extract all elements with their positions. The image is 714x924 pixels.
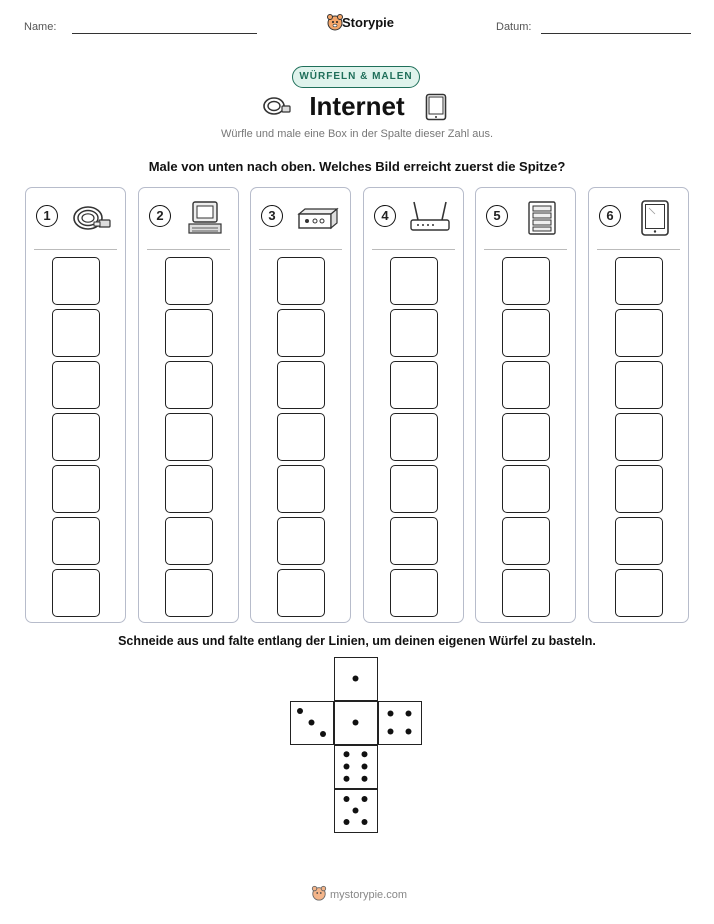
die-pip [344, 764, 350, 770]
color-box[interactable] [502, 465, 550, 513]
column-number: 6 [599, 205, 621, 227]
column-number: 3 [261, 205, 283, 227]
date-line[interactable] [541, 33, 691, 34]
column-4 [363, 187, 464, 623]
color-box[interactable] [615, 465, 663, 513]
column-number: 2 [149, 205, 171, 227]
die-pip [362, 751, 368, 757]
color-box[interactable] [165, 465, 213, 513]
color-box[interactable] [52, 569, 100, 617]
die-pip [362, 764, 368, 770]
date-label: Datum: [496, 21, 532, 33]
router-icon [408, 200, 452, 236]
color-box[interactable] [52, 413, 100, 461]
die-pip [362, 819, 368, 825]
color-box[interactable] [390, 257, 438, 305]
column-divider [34, 249, 117, 250]
column-divider [259, 249, 342, 250]
die-face-1 [334, 701, 378, 745]
die-pip [353, 676, 359, 682]
color-box[interactable] [390, 413, 438, 461]
die-pip [344, 776, 350, 782]
die-pip [388, 729, 394, 735]
color-box[interactable] [277, 413, 325, 461]
die-pip [362, 796, 368, 802]
page-subtitle: Würfle und male eine Box in der Spalte dieser Zahl aus. [220, 128, 494, 140]
color-box[interactable] [52, 361, 100, 409]
color-box[interactable] [165, 517, 213, 565]
column-number: 1 [36, 205, 58, 227]
color-box[interactable] [277, 309, 325, 357]
color-box[interactable] [615, 517, 663, 565]
footer-logo-icon [311, 885, 327, 901]
color-box[interactable] [390, 517, 438, 565]
column-5 [475, 187, 576, 623]
die-pip [344, 751, 350, 757]
die-face-1 [334, 657, 378, 701]
die-pip [388, 711, 394, 717]
server-rack-icon [520, 200, 564, 236]
activity-badge: WÜRFELN & MALEN [292, 66, 420, 88]
die-face-6 [334, 745, 378, 789]
retro-computer-icon [183, 200, 227, 236]
column-number: 5 [486, 205, 508, 227]
brand-name: Storypie [342, 15, 395, 30]
color-box[interactable] [502, 257, 550, 305]
column-3 [250, 187, 351, 623]
footer-url: mystorypie.com [330, 889, 408, 901]
column-divider [372, 249, 455, 250]
title-tablet-icon [425, 93, 447, 121]
color-box[interactable] [615, 413, 663, 461]
die-face-5 [334, 789, 378, 833]
die-face-4 [378, 701, 422, 745]
game-instruction: Male von unten nach oben. Welches Bild erreicht zuerst die Spitze? [148, 159, 566, 174]
color-box[interactable] [277, 569, 325, 617]
column-2 [138, 187, 239, 623]
die-pip [320, 731, 326, 737]
die-pip [353, 720, 359, 726]
die-pip [344, 819, 350, 825]
name-line[interactable] [72, 33, 257, 34]
die-pip [344, 796, 350, 802]
color-box[interactable] [52, 309, 100, 357]
color-box[interactable] [390, 361, 438, 409]
color-box[interactable] [615, 309, 663, 357]
column-divider [597, 249, 680, 250]
column-6 [588, 187, 689, 623]
color-box[interactable] [165, 361, 213, 409]
color-box[interactable] [502, 361, 550, 409]
color-box[interactable] [502, 569, 550, 617]
color-box[interactable] [165, 413, 213, 461]
die-face-3 [290, 701, 334, 745]
column-1 [25, 187, 126, 623]
title-cable-icon [261, 94, 291, 118]
color-box[interactable] [502, 517, 550, 565]
color-box[interactable] [277, 257, 325, 305]
color-box[interactable] [277, 361, 325, 409]
die-pip [406, 729, 412, 735]
die-pip [353, 808, 359, 814]
cut-instruction: Schneide aus und falte entlang der Linien, um deinen eigenen Würfel zu basteln. [118, 634, 596, 648]
die-pip [406, 711, 412, 717]
color-box[interactable] [277, 465, 325, 513]
page-title: Internet [309, 91, 405, 121]
die-pip [362, 776, 368, 782]
color-box[interactable] [502, 413, 550, 461]
name-label: Name: [24, 21, 57, 33]
color-box[interactable] [52, 517, 100, 565]
die-pip [309, 720, 315, 726]
ethernet-cable-icon [70, 200, 114, 236]
color-box[interactable] [390, 569, 438, 617]
color-box[interactable] [277, 517, 325, 565]
color-box[interactable] [165, 569, 213, 617]
color-box[interactable] [52, 257, 100, 305]
color-box[interactable] [615, 569, 663, 617]
color-box[interactable] [165, 257, 213, 305]
tablet-icon [633, 200, 677, 236]
color-box[interactable] [615, 257, 663, 305]
die-pip [297, 708, 303, 714]
color-box[interactable] [390, 309, 438, 357]
column-divider [147, 249, 230, 250]
modem-icon [295, 200, 339, 236]
column-divider [484, 249, 567, 250]
color-box[interactable] [52, 465, 100, 513]
die-net [290, 657, 424, 835]
color-box[interactable] [615, 361, 663, 409]
column-number: 4 [374, 205, 396, 227]
color-box[interactable] [502, 309, 550, 357]
color-box[interactable] [390, 465, 438, 513]
color-box[interactable] [165, 309, 213, 357]
